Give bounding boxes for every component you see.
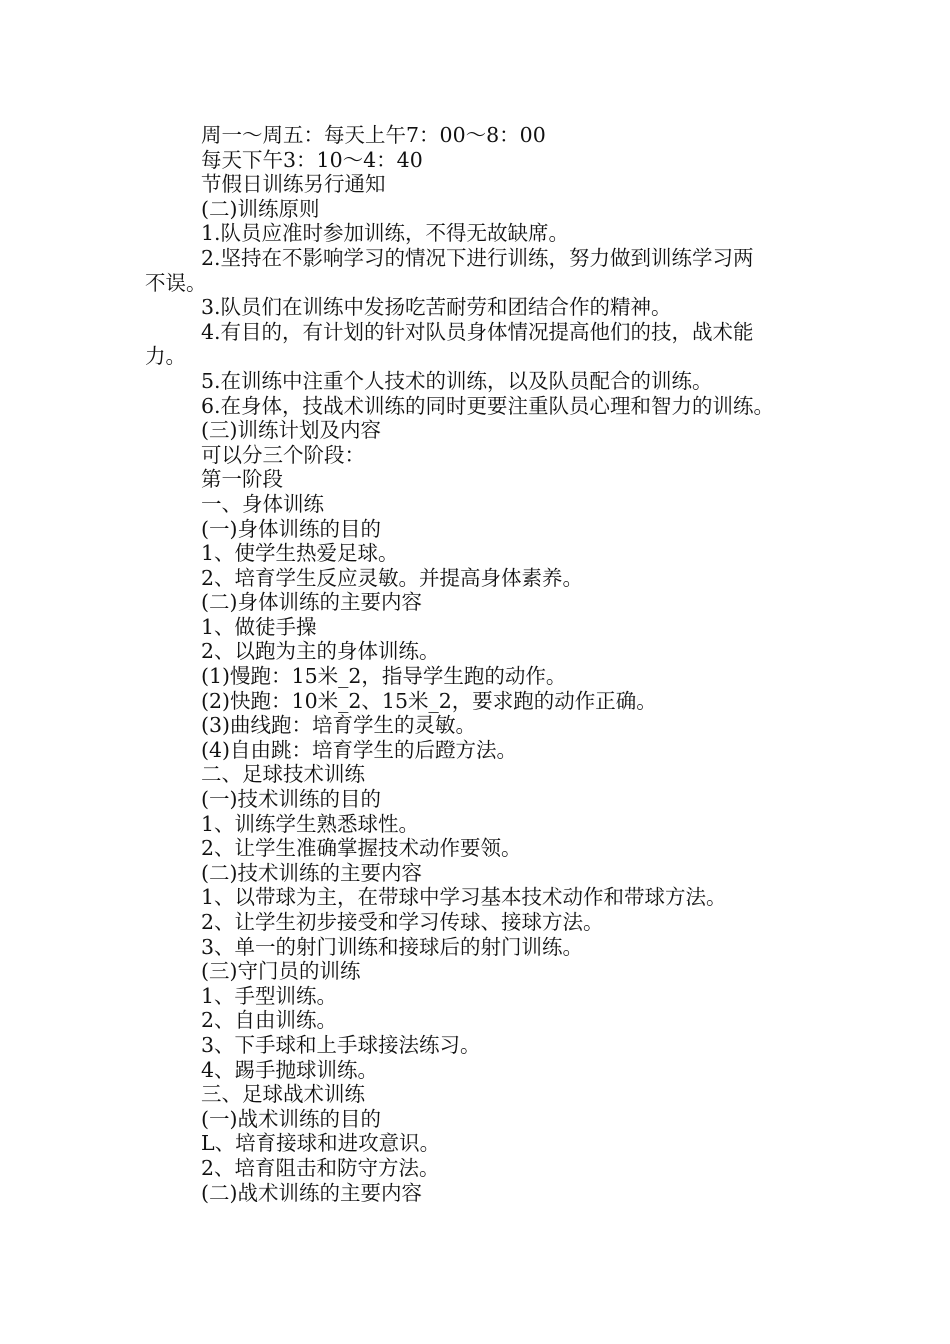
text-line: 2.坚持在不影响学习的情况下进行训练，努力做到训练学习两 <box>201 245 754 270</box>
text-line: 1、手型训练。 <box>201 983 338 1008</box>
text-line: 2、自由训练。 <box>201 1008 338 1033</box>
text-line: (三)守门员的训练 <box>201 959 361 984</box>
text-line: 节假日训练另行通知 <box>201 172 386 197</box>
text-line: 3、下手球和上手球接法练习。 <box>201 1032 481 1057</box>
text-line: 可以分三个阶段： <box>201 442 365 467</box>
text-line: 每天下午3：10～4：40 <box>201 147 423 172</box>
text-line: 二、足球技术训练 <box>201 762 365 787</box>
text-line: L、培育接球和进攻意识。 <box>201 1131 441 1156</box>
text-line: 1、以带球为主，在带球中学习基本技术动作和带球方法。 <box>201 885 727 910</box>
text-line: 力。 <box>145 344 186 369</box>
text-line: 一、身体训练 <box>201 491 324 516</box>
text-line: 3.队员们在训练中发扬吃苦耐劳和团结合作的精神。 <box>201 295 672 320</box>
text-line: 2、让学生准确掌握技术动作要领。 <box>201 836 522 861</box>
text-line: (4)自由跳：培育学生的后蹬方法。 <box>201 737 518 762</box>
text-line: (二)身体训练的主要内容 <box>201 590 422 615</box>
text-line: (3)曲线跑：培育学生的灵敏。 <box>201 713 477 738</box>
text-line: (一)技术训练的目的 <box>201 787 381 812</box>
text-line: 不误。 <box>145 270 207 295</box>
text-line: 三、足球战术训练 <box>201 1082 365 1107</box>
text-line: 周一～周五：每天上午7：00～8：00 <box>201 123 546 147</box>
text-line: 4.有目的，有计划的针对队员身体情况提高他们的技，战术能 <box>201 319 754 344</box>
text-line: 1、做徒手操 <box>201 614 317 639</box>
text-line: 1、训练学生熟悉球性。 <box>201 811 420 836</box>
text-line: (二)训练原则 <box>201 196 320 221</box>
text-line: 2、培育阻击和防守方法。 <box>201 1155 440 1180</box>
text-line: 1.队员应准时参加训练，不得无故缺席。 <box>201 221 570 246</box>
text-line: 5.在训练中注重个人技术的训练，以及队员配合的训练。 <box>201 368 713 393</box>
text-line: (一)身体训练的目的 <box>201 516 381 541</box>
document-body <box>145 123 817 1205</box>
text-line: (三)训练计划及内容 <box>201 418 381 443</box>
text-line: (二)战术训练的主要内容 <box>201 1180 422 1205</box>
text-line: 3、单一的射门训练和接球后的射门训练。 <box>201 934 584 959</box>
text-line: (2)快跑：10米_2、15米_2，要求跑的动作正确。 <box>201 688 657 713</box>
text-line: 第一阶段 <box>201 467 283 492</box>
text-line: 1、使学生热爱足球。 <box>201 541 399 566</box>
text-line: 2、以跑为主的身体训练。 <box>201 639 440 664</box>
text-line: (1)慢跑：15米_2，指导学生跑的动作。 <box>201 664 567 689</box>
text-line: 2、培育学生反应灵敏。并提高身体素养。 <box>201 565 584 590</box>
text-line: 6.在身体，技战术训练的同时更要注重队员心理和智力的训练。 <box>201 393 775 418</box>
text-line: 4、踢手抛球训练。 <box>201 1057 379 1082</box>
text-line: 2、让学生初步接受和学习传球、接球方法。 <box>201 910 604 934</box>
text-line: (一)战术训练的目的 <box>201 1106 381 1131</box>
text-line: (二)技术训练的主要内容 <box>201 860 422 885</box>
